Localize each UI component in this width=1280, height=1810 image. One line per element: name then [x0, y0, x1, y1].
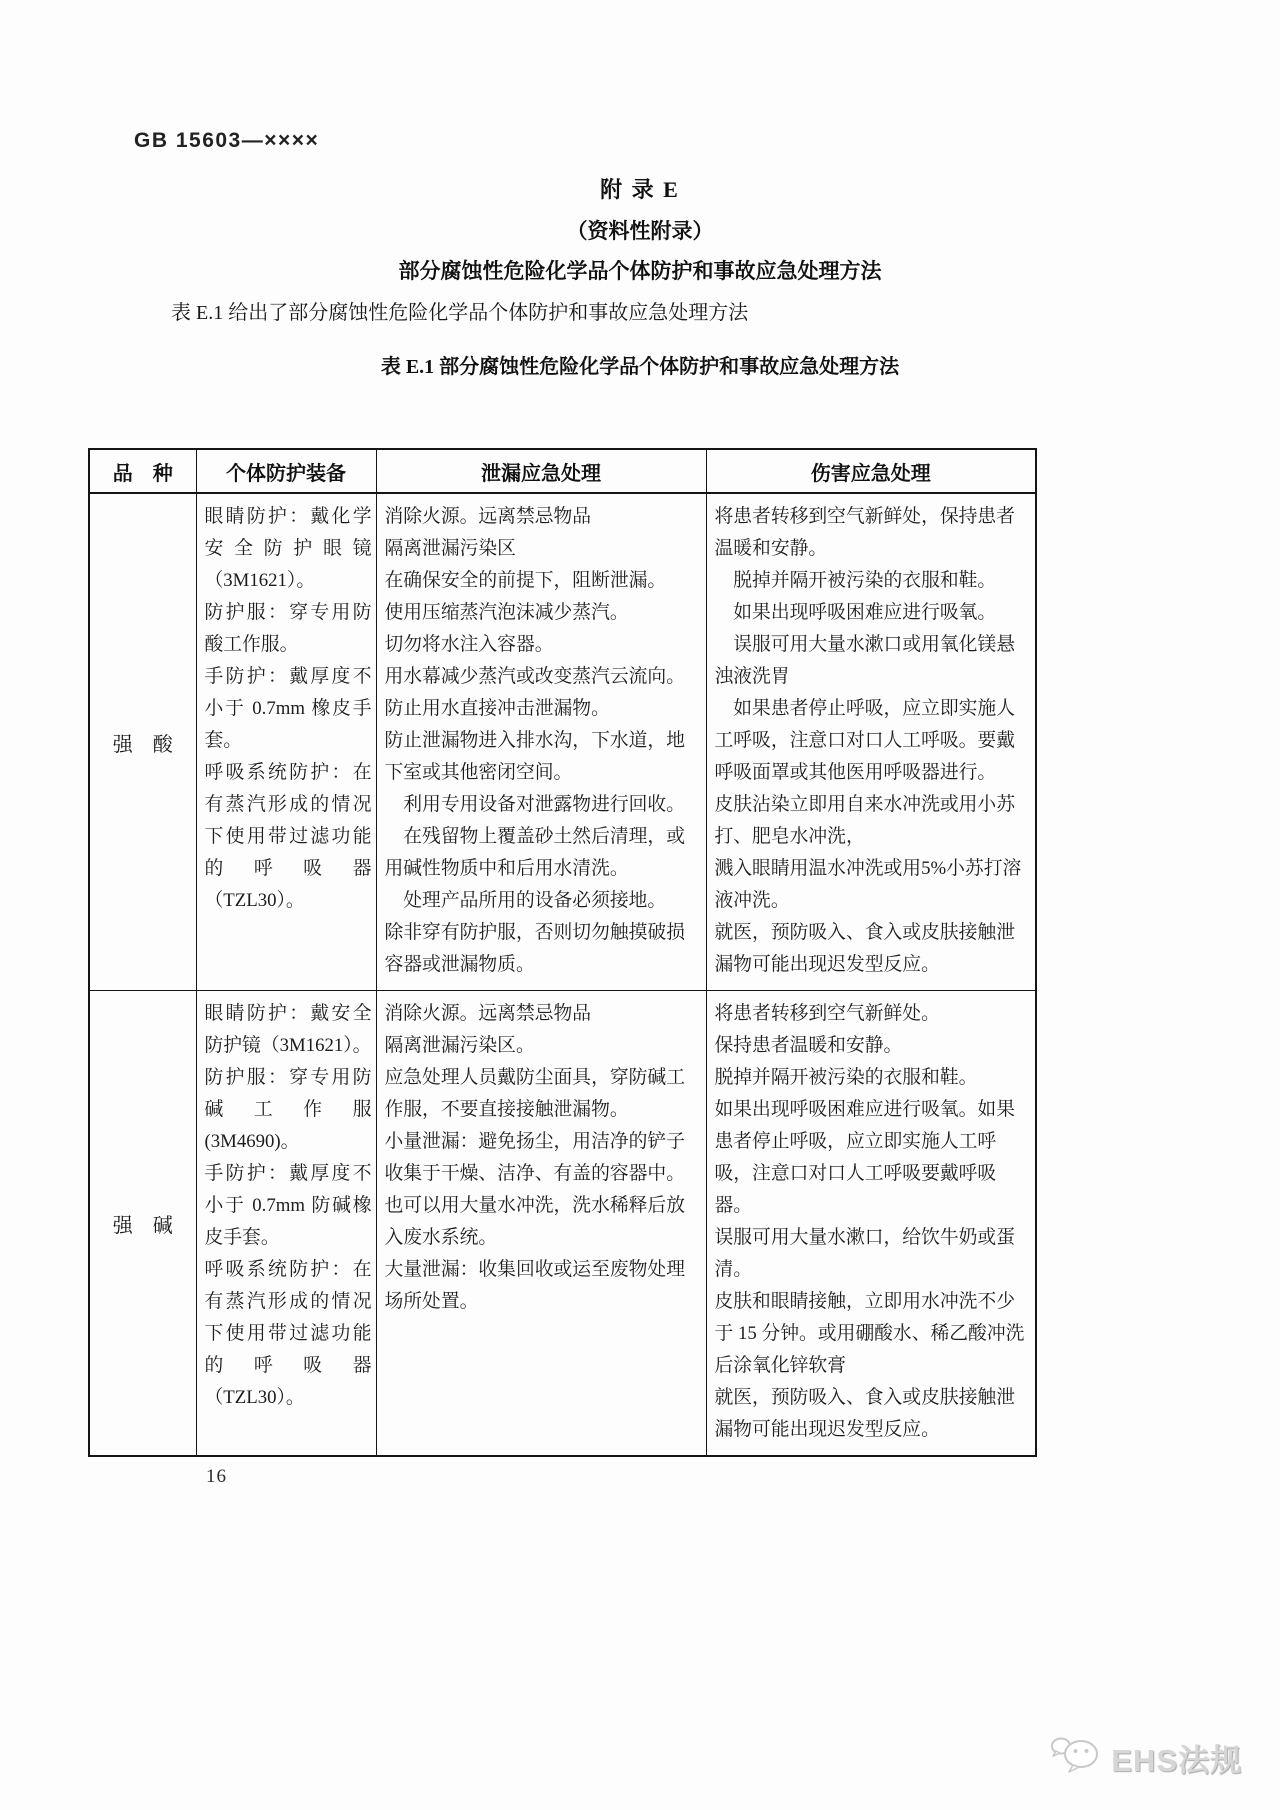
cell-paragraph: 手防护：戴厚度不小于 0.7mm 橡皮手套。	[204, 666, 372, 751]
cell-paragraph: 使用压缩蒸汽泡沫减少蒸汽。	[384, 602, 629, 623]
cell-paragraph: 就医，预防吸入、食入或皮肤接触泄漏物可能出现迟发型反应。	[714, 1387, 1015, 1440]
cell-paragraph: 误服可用大量水漱口，给饮牛奶或蛋清。	[714, 1227, 1015, 1280]
cell-paragraph: 在确保安全的前提下，阻断泄漏。	[384, 570, 667, 591]
cell-paragraph: 保持患者温暖和安静。	[714, 1035, 903, 1056]
cell-paragraph: 溅入眼睛用温水冲洗或用5%小苏打溶液冲洗。	[714, 858, 1022, 911]
header-leak-response: 泄漏应急处理	[376, 449, 706, 493]
table-row	[89, 493, 1036, 991]
wechat-chat-bubbles-icon	[1049, 1734, 1103, 1780]
cell-paragraph: 利用专用设备对泄露物进行回收。	[384, 794, 685, 815]
table-body	[89, 493, 1036, 1456]
appendix-subtitle: （资料性附录）	[566, 219, 714, 243]
cell-paragraph: 防护服：穿专用防酸工作服。	[204, 602, 372, 655]
protection-table	[88, 448, 1037, 1457]
document-code: GB 15603—××××	[134, 129, 320, 152]
cell-paragraph: 防止泄漏物进入排水沟，下水道，地下室或其他密闭空间。	[384, 730, 685, 783]
cell-paragraph: 皮肤沾染立即用自来水冲洗或用小苏打、肥皂水冲洗，	[714, 794, 1015, 847]
page-number: 16	[206, 1466, 227, 1487]
header-category: 品 种	[89, 449, 196, 493]
cell-paragraph: 除非穿有防护服，否则切勿触摸破损容器或泄漏物质。	[384, 922, 685, 975]
cell-paragraph: 脱掉并隔开被污染的衣服和鞋。	[714, 1067, 978, 1088]
table-caption: 表 E.1 部分腐蚀性危险化学品个体防护和事故应急处理方法	[380, 356, 900, 378]
cell-paragraph: 处理产品所用的设备必须接地。	[384, 890, 667, 911]
watermark	[1049, 1734, 1242, 1780]
intro-text: 表 E.1 给出了部分腐蚀性危险化学品个体防护和事故应急处理方法	[171, 302, 749, 324]
table-row	[89, 991, 1036, 1457]
leak-response-cell	[376, 493, 706, 991]
cell-paragraph: 切勿将水注入容器。	[384, 634, 554, 655]
watermark-label: EHS法规	[1111, 1742, 1242, 1778]
cell-paragraph: 大量泄漏：收集回收或运至废物处理场所处置。	[384, 1259, 685, 1312]
cell-paragraph: 如果出现呼吸困难应进行吸氧。如果患者停止呼吸，应立即实施人工呼吸，注意口对口人工呼吸要戴呼吸器。	[714, 1099, 1015, 1216]
protection-cell	[196, 493, 376, 991]
cell-paragraph: 消除火源。远离禁忌物品	[384, 506, 592, 527]
table-header-row	[89, 449, 1036, 493]
cell-paragraph: 将患者转移到空气新鲜处，保持患者温暖和安静。	[714, 506, 1015, 559]
cell-paragraph: 应急处理人员戴防尘面具，穿防碱工作服，不要直接接触泄漏物。	[384, 1067, 685, 1120]
cell-paragraph: 在残留物上覆盖砂土然后清理，或用碱性物质中和后用水清洗。	[384, 826, 685, 879]
protection-cell	[196, 991, 376, 1457]
cell-paragraph: 手防护：戴厚度不小于 0.7mm 防碱橡皮手套。	[204, 1163, 372, 1248]
cell-paragraph: 如果患者停止呼吸，应立即实施人工呼吸，注意口对口人工呼吸。要戴呼吸面罩或其他医用呼吸器进行。	[714, 698, 1015, 783]
injury-response-cell	[706, 493, 1036, 991]
cell-paragraph: 防护服：穿专用防碱工作服(3M4690)。	[204, 1067, 372, 1152]
appendix-heading: 部分腐蚀性危险化学品个体防护和事故应急处理方法	[398, 259, 882, 283]
cell-paragraph: 消除火源。远离禁忌物品	[384, 1003, 592, 1024]
category-cell: 强 碱	[89, 991, 196, 1457]
cell-paragraph: 呼吸系统防护：在有蒸汽形成的情况下使用带过滤功能的呼吸器（TZL30）。	[204, 762, 372, 911]
cell-paragraph: 脱掉并隔开被污染的衣服和鞋。	[714, 570, 997, 591]
cell-paragraph: 用水幕减少蒸汽或改变蒸汽云流向。防止用水直接冲击泄漏物。	[384, 666, 685, 719]
cell-paragraph: 将患者转移到空气新鲜处。	[714, 1003, 940, 1024]
cell-paragraph: 隔离泄漏污染区。	[384, 1035, 535, 1056]
cell-paragraph: 隔离泄漏污染区	[384, 538, 516, 559]
category-cell: 强 酸	[89, 493, 196, 991]
injury-response-cell	[706, 991, 1036, 1457]
cell-paragraph: 皮肤和眼睛接触，立即用水冲洗不少于 15 分钟。或用硼酸水、稀乙酸冲洗后涂氧化锌软膏	[714, 1291, 1025, 1376]
cell-paragraph: 眼睛防护：戴安全防护镜（3M1621）。	[204, 1003, 372, 1056]
cell-paragraph: 就医，预防吸入、食入或皮肤接触泄漏物可能出现迟发型反应。	[714, 922, 1015, 975]
appendix-title: 附 录 E	[600, 177, 680, 202]
cell-paragraph: 误服可用大量水漱口或用氧化镁悬浊液洗胃	[714, 634, 1015, 687]
cell-paragraph: 呼吸系统防护：在有蒸汽形成的情况下使用带过滤功能的呼吸器（TZL30）。	[204, 1259, 372, 1408]
cell-paragraph: 如果出现呼吸困难应进行吸氧。	[714, 602, 997, 623]
leak-response-cell	[376, 991, 706, 1457]
header-protection: 个体防护装备	[196, 449, 376, 493]
cell-paragraph: 小量泄漏：避免扬尘，用洁净的铲子收集于干燥、洁净、有盖的容器中。也可以用大量水冲洗，洗水稀释后放入废水系统。	[384, 1131, 685, 1248]
header-injury-response: 伤害应急处理	[706, 449, 1036, 493]
cell-paragraph: 眼睛防护：戴化学安全防护眼镜（3M1621）。	[204, 506, 372, 591]
